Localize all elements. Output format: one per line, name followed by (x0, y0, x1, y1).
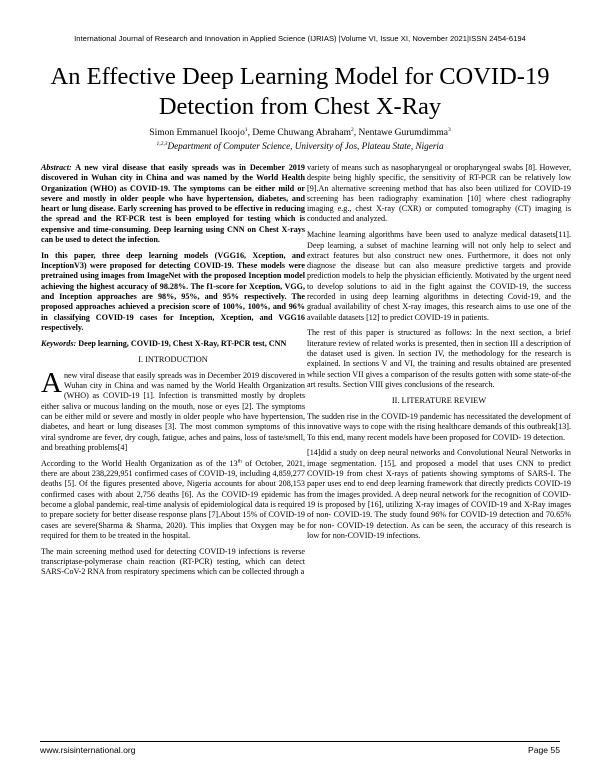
intro-p2-text-b: of October, 2021, there are about 238,229,951 confirmed cases of COVID-19, including 4,859,277 deaths [5]. Of the figures presented above, Nigeria accounts for about 208,153 confirmed cases with about 2,756 deaths [6]. As the COVID-19 epidemic has become a global pandemic, real-time analysis of epidemiological data is required to prepare society for better disease response plans [7].About 15% of COVID-19 cases are severe(Sharma & Sharma, 2020). This implies that Oxygen may be required for them to be treated in the hospital. (41, 458, 305, 540)
author-list (20, 128, 580, 138)
author-1-sup: 1 (244, 126, 248, 133)
author-1: Simon Emmanuel Ikoojo (149, 128, 245, 138)
paper-title (20, 62, 580, 122)
intro-p2-sup: th (237, 458, 242, 464)
section-heading-literature-review: II. LITERATURE REVIEW (391, 395, 487, 405)
right-p2: Machine learning algorithms have been used to analyze medical datasets[11]. Deep learning, a subset of machine learning will not only help to select and extract features but also construct new ones. Furthermore, it does not only diagnose the disease but can also measure predictive targets and provide prediction models to help the physician efficiently. Motivated by the urgent need to develop solutions to aid in the fight against the COVID-19, the success recorded in using deep learning algorithms in detecting Covid-19, and the gradual availability of chest X-ray images, this research aims to use one of the available datasets [12] to predict COVID-19 in patients. (307, 230, 571, 322)
right-column (307, 163, 571, 547)
author-separator: , (353, 128, 359, 138)
right-p1: variety of means such as nasopharyngeal or oropharyngeal swabs [8]. However, despite being highly specific, the sensitivity of RT-PCR can be relatively low [9].An alternative screening method that has also been utilized for COVID-19 screening has been radiography examination [10] where chest radiography imaging e.g., chest X-ray (CXR) or computed tomography (CT) imaging is conducted and analyzed. (307, 163, 571, 224)
author-2-sup: 2 (351, 126, 354, 133)
keywords-text: Deep learning, COVID-19, Chest X-Ray, RT-PCR test, CNN (76, 338, 287, 348)
author-2: Deme Chuwang Abraham (252, 128, 351, 138)
affiliation (20, 141, 580, 151)
lit-review-p1: The sudden rise in the COVID-19 pandemic has necessitated the development of innovative ways to cope with the rising healthcare demands of this outbreak[13]. To this end, many recent models have been proposed for COVID- 19 detection. (307, 412, 571, 442)
left-column (41, 163, 305, 583)
author-3-sup: 3 (447, 126, 451, 133)
abstract-p1: A new viral disease that easily spreads was in December 2019 discovered in Wuhan city in China and was named by the World Health Organization (WHO) as COVID-19. The symptoms can be either mild or severe and mostly in older people who have hypertension, diabetes, and heart or lung disease. Early screening has proved to be effective in reducing the spread and the RT-PCR test is been employed for testing which is expensive and time-consuming. Deep learning using CNN on Chest X-rays can be used to detect the infection. (41, 163, 305, 245)
drop-cap: A (41, 366, 62, 399)
title-line-2: Detection from Chest X-Ray (158, 93, 442, 120)
author-3: Nentawe Gurumdimma (358, 128, 448, 138)
footer-divider (40, 741, 560, 742)
intro-p1-text: new viral disease that easily spreads was in December 2019 discovered in Wuhan city in China and was named by the World Health Organization (WHO) as COVID-19 [1]. Infection is transmitted mostly by droplets either saliva or mucous landing on the mouth, nose or eyes [2]. The symptoms can be either mild or severe and mostly in older people who have hypertension, diabetes, and heart or lung diseases [3]. The most common symptoms of this viral syndrome are fever, dry cough, fatigue, aches and pains, loss of taste/smell, and breathing problems[4] (41, 370, 305, 452)
right-p3: The rest of this paper is structured as follows: In the next section, a brief literature review of related works is presented, then in section III a description of the dataset used is given. In section IV, the methodology for the research is explained. In sections V and VI, the training and results obtained are presented while section VII gives a comparison of the results gotten with some state-of-the art results. Section VIII gives conclusions of the research. (307, 328, 571, 389)
affiliation-text: Department of Computer Science, University of Jos, Plateau State, Nigeria (167, 141, 444, 151)
section-heading-introduction: I. INTRODUCTION (138, 354, 208, 364)
intro-p2 (41, 459, 305, 541)
intro-p3: The main screening method used for detecting COVID-19 infections is reverse transcriptase-polymerase chain reaction (RT-PCR) testing, which can detect SARS-CoV-2 RNA from respiratory specimens which can be collected through a (41, 546, 305, 577)
intro-p1 (41, 366, 305, 453)
title-line-1: An Effective Deep Learning Model for COVID-19 (50, 63, 550, 90)
abstract-label: Abstract: (41, 163, 72, 172)
author-separator: , (247, 128, 253, 138)
abstract-p2: In this paper, three deep learning models (VGG16, Xception, and InceptionV3) were proposed for detecting COVID-19. These models were pretrained using images from ImageNet with the proposed Inception model achieving the highest accuracy of 98.28%. The f1-score for Xception, VGG, and Inception approaches are 98%, 95%, and 95% respectively. The proposed approaches achieved a precision score of 100%, 100%, and 96% in classifying COVID-19 cases for Inception, Xception, and VGG16 respectively. (41, 250, 305, 332)
footer-page-number: Page 55 (527, 745, 560, 755)
affiliation-sup: 1,2,3 (156, 140, 168, 147)
keywords (41, 339, 305, 349)
lit-review-p2: [14]did a study on deep neural networks and Convolutional Neural Networks in image segmentation. [15], and proposed a model that uses CNN to predict COVID-19 from chest X-rays of patients showing symptoms of SARS-I. The paper uses end to end deep learning framework that directly predicts COVID-19 from the images provided. A deep neural network for the recognition of COVID-19 is proposed by [16], utilizing X-ray images of COVID-19 and X-Ray images of non- COVID-19. The study found 96% for COVID-19 detection and 70.65% for non- COVID-19 detection. As can be seen, the accuracy of this research is low for non-COVID-19 infections. (307, 448, 571, 540)
abstract (41, 163, 305, 245)
keywords-label: Keywords: (41, 338, 77, 348)
journal-header: International Journal of Research and Innovation in Applied Science (IJRIAS) |Volume VI, Issue XI, November 2021|ISSN 2454-6194 (74, 34, 526, 43)
footer-website: www.rsisinternational.org (40, 745, 136, 755)
intro-p2-text-a: According to the World Health Organization as of the 13 (41, 458, 238, 468)
